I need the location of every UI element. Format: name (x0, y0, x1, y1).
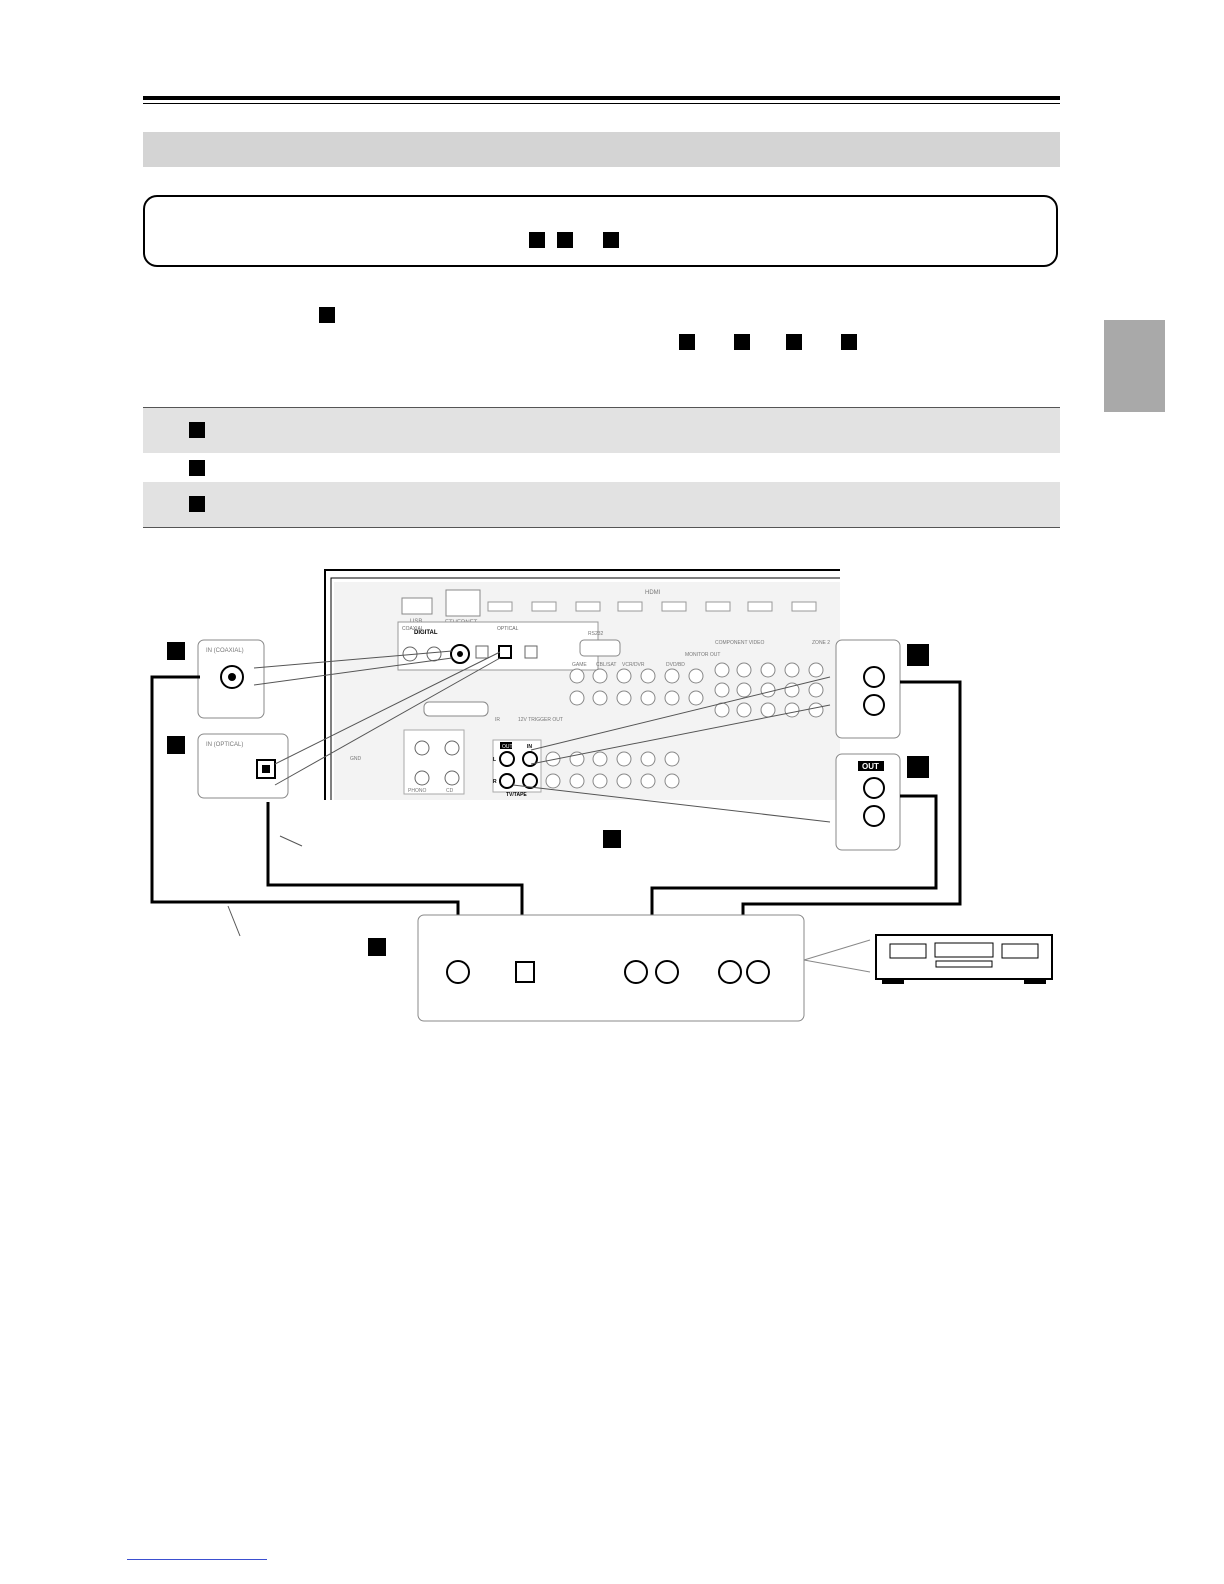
intro-marker-b (679, 334, 695, 350)
svg-text:GND: GND (350, 756, 362, 762)
note-marker-d (603, 232, 619, 248)
svg-text:GAME: GAME (572, 662, 587, 668)
svg-text:ZONE 2: ZONE 2 (812, 640, 831, 646)
header-rule-thick (143, 96, 1060, 100)
svg-text:COMPONENT VIDEO: COMPONENT VIDEO (715, 640, 765, 646)
side-chapter-tab (1104, 320, 1165, 412)
note-box (143, 195, 1058, 267)
component-marker (368, 938, 386, 956)
svg-text:12V TRIGGER OUT: 12V TRIGGER OUT (518, 717, 563, 723)
svg-text:IN (COAXIAL): IN (COAXIAL) (206, 648, 244, 654)
svg-text:RS232: RS232 (588, 631, 604, 637)
svg-text:R: R (493, 779, 497, 785)
svg-text:L: L (493, 757, 497, 763)
recorder-jack-panel (368, 915, 870, 1021)
svg-text:DIGITAL: DIGITAL (414, 630, 438, 636)
header-rule-thin (143, 103, 1060, 104)
svg-text:IN (OPTICAL): IN (OPTICAL) (206, 742, 244, 748)
intro-marker-d (786, 334, 802, 350)
svg-text:MONITOR OUT: MONITOR OUT (685, 652, 721, 658)
svg-text:IN: IN (527, 744, 532, 750)
svg-text:TV/TAPE: TV/TAPE (506, 792, 527, 798)
note-marker-b (529, 232, 545, 248)
svg-text:OUT: OUT (502, 744, 513, 750)
svg-text:OUT: OUT (862, 762, 879, 771)
callout-marker-d (907, 644, 929, 666)
table-row (143, 408, 1060, 453)
svg-text:COAXIAL: COAXIAL (402, 626, 424, 632)
section-heading-band (143, 132, 1060, 167)
svg-text:PHONO: PHONO (408, 788, 427, 794)
svg-text:HDMI: HDMI (645, 590, 661, 596)
intro-marker-c (734, 334, 750, 350)
svg-text:CBL/SAT: CBL/SAT (596, 662, 617, 668)
note-marker-c (557, 232, 573, 248)
page-footer-link-rule (127, 1559, 267, 1560)
table-row-marker-a (189, 422, 205, 438)
table-row (143, 453, 1060, 482)
svg-text:VCR/DVR: VCR/DVR (622, 662, 645, 668)
table-row-marker-b (189, 460, 205, 476)
table-bottom-rule (143, 527, 1060, 528)
cassette-deck-illustration (876, 935, 1052, 984)
table-row (143, 482, 1060, 527)
receiver-rear-panel (325, 570, 840, 800)
callout-marker-a (167, 642, 185, 660)
callout-marker-c (907, 756, 929, 778)
svg-text:IR: IR (495, 717, 500, 723)
svg-text:OPTICAL: OPTICAL (497, 626, 519, 632)
intro-marker-e (841, 334, 857, 350)
table-row-marker-c (189, 496, 205, 512)
receiver-marker-e (603, 830, 621, 848)
callout-marker-b (167, 736, 185, 754)
svg-text:CD: CD (446, 788, 454, 794)
connection-diagram (140, 560, 1070, 1030)
intro-marker-a (319, 307, 335, 323)
cable-pointer (228, 906, 240, 936)
svg-text:DVD/BD: DVD/BD (666, 662, 685, 668)
cable-pointer (280, 836, 302, 846)
